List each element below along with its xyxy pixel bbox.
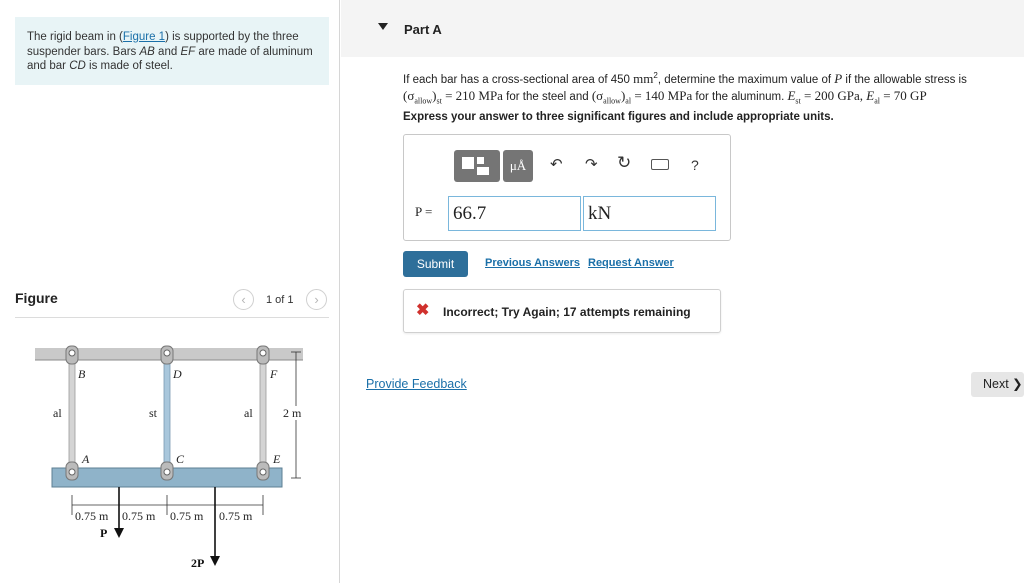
load-2p-label: 2P	[191, 556, 205, 570]
sigma-symbol: (σ	[403, 87, 415, 103]
beam-diagram	[30, 330, 320, 575]
pin-b	[66, 346, 78, 364]
provide-feedback-link[interactable]: Provide Feedback	[366, 377, 467, 391]
bar-cd	[164, 360, 170, 470]
height-label: 2 m	[283, 406, 302, 420]
next-button[interactable]: Next ❯	[971, 372, 1024, 397]
part-header[interactable]	[341, 0, 1024, 57]
st-subscript: st	[795, 96, 801, 106]
bar-ab	[69, 360, 75, 470]
undo-icon[interactable]: ↶	[550, 156, 563, 173]
question-text	[403, 68, 1024, 109]
figure-page-count: 1 of 1	[266, 294, 294, 306]
left-panel	[0, 0, 340, 583]
answer-value-input[interactable]	[448, 196, 581, 231]
st-subscript: st	[436, 96, 442, 106]
label-c: C	[176, 452, 185, 466]
pin-e	[257, 462, 269, 480]
pin-c	[161, 462, 173, 480]
pin-d	[161, 346, 173, 364]
help-icon[interactable]: ?	[691, 157, 699, 173]
question-fragment: for the aluminum.	[692, 90, 788, 103]
right-panel	[341, 0, 1024, 583]
aluminum-allowable-stress: = 140 MPa	[631, 87, 693, 103]
answer-box	[403, 134, 731, 241]
problem-intro	[15, 17, 329, 85]
allow-subscript: allow	[414, 96, 433, 106]
reset-icon[interactable]: ↻	[617, 153, 632, 172]
steel-allowable-stress: = 210 MPa	[441, 87, 503, 103]
load-p-label: P	[100, 526, 108, 540]
pin-f	[257, 346, 269, 364]
aluminum-modulus: = 70 GP	[879, 87, 927, 103]
label-al-left: al	[53, 406, 62, 420]
dimension-2p-e: 0.75 m	[219, 509, 253, 523]
area-unit: mm	[633, 70, 654, 86]
question-fragment: if the allowable stress is	[842, 73, 967, 86]
submit-button[interactable]: Submit	[403, 251, 468, 277]
answer-units-input[interactable]	[583, 196, 716, 231]
bar-ef-label: EF	[180, 45, 196, 58]
question-fragment: If each bar has a cross-sectional area of 450	[403, 73, 634, 86]
modulus-symbol: E	[866, 87, 875, 103]
label-st: st	[149, 406, 158, 420]
p-symbol: P	[834, 70, 843, 86]
error-icon: ✖	[416, 302, 430, 319]
figure-header	[15, 286, 329, 318]
bar-cd-label: CD	[69, 60, 86, 72]
chevron-right-icon[interactable]: ›	[306, 289, 327, 310]
intro-text: ) is supported by the three suspender bars. Bars	[27, 31, 299, 58]
sigma-symbol: (σ	[591, 87, 604, 103]
label-d: D	[173, 367, 182, 381]
request-answer-link[interactable]: Request Answer	[588, 257, 674, 269]
question-fragment: for the steel and	[502, 90, 592, 103]
question-fragment: , determine the maximum value of	[657, 73, 835, 86]
label-al-right: al	[244, 406, 253, 420]
units-button[interactable]: μÅ	[503, 150, 533, 182]
feedback-message	[403, 289, 721, 333]
figure-link[interactable]: Figure 1	[122, 31, 166, 43]
dimension-p-c: 0.75 m	[122, 509, 156, 523]
intro-text: The rigid beam in (	[27, 31, 123, 43]
dimension-c-2p: 0.75 m	[170, 509, 204, 523]
bar-ef	[260, 360, 266, 470]
answer-instruction: Express your answer to three significant figures and include appropriate units.	[403, 111, 834, 123]
steel-modulus: = 200 GPa,	[800, 87, 867, 103]
chevron-left-icon[interactable]: ‹	[233, 289, 254, 310]
label-a: A	[82, 452, 90, 466]
question-line-1: If each bar has a cross-sectional area of 450 $mm^2$, determine the maximum value of P if the allowable stress is	[403, 70, 967, 86]
previous-answers-link[interactable]: Previous Answers	[485, 257, 580, 269]
figure-title: Figure	[15, 290, 58, 306]
intro-text: are made of aluminum and bar	[27, 45, 313, 72]
allow-subscript: allow	[603, 96, 621, 106]
feedback-text: Incorrect; Try Again; 17 attempts remaining	[443, 305, 691, 319]
modulus-symbol: E	[787, 87, 796, 103]
bar-ab-label: AB	[139, 45, 155, 58]
intro-text: and	[154, 45, 181, 58]
label-b: B	[78, 367, 86, 381]
label-e: E	[273, 452, 281, 466]
redo-icon[interactable]: ↷	[585, 156, 598, 173]
keyboard-icon[interactable]	[651, 159, 669, 170]
caret-down-icon[interactable]	[378, 23, 388, 30]
answer-label: P =	[415, 204, 433, 219]
question-line-2: $(\sigma_{allow})_{st} = 210$ MPa for the steel and $(\sigma_{allow})_{al} = 140$ MPa for the aluminum. $E_{st} = 200$ GPa, $E_{al} = 70$ GP	[403, 87, 927, 106]
templates-icon[interactable]	[454, 150, 500, 182]
pin-a	[66, 462, 78, 480]
part-title: Part A	[404, 22, 442, 37]
label-f: F	[270, 367, 278, 381]
intro-text: is made of steel.	[85, 60, 173, 72]
dimension-ab-p: 0.75 m	[75, 509, 109, 523]
al-subscript: al	[625, 96, 632, 106]
al-subscript: al	[874, 96, 880, 106]
